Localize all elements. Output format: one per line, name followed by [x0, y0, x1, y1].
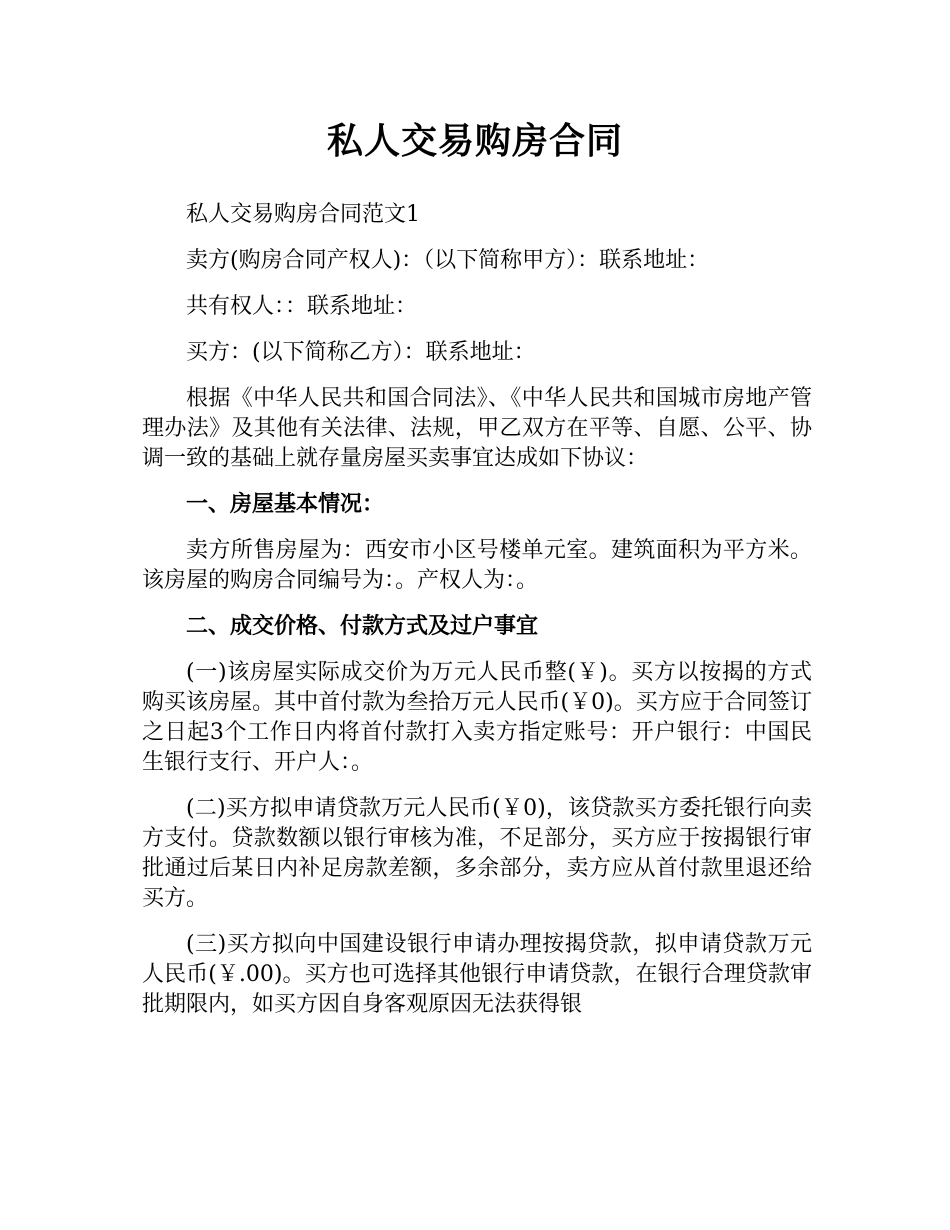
paragraph-buyer: 买方：(以下简称乙方）：联系地址： [186, 340, 536, 365]
paragraph-clause-3: (三)买方拟向中国建设银行申请办理按揭贷款，拟申请贷款万元人民币(￥.00)。买方也可选择其他银行申请贷款，在银行合理贷款审批期限内，如买方因自身客观原因无法获得银 [142, 932, 812, 1017]
paragraph-co-owner: 共有权人：：联系地址： [186, 294, 418, 319]
paragraph-property-info: 卖方所售房屋为：西安市小区号楼单元室。建筑面积为平方米。该房屋的购房合同编号为：。产权人为：。 [142, 538, 812, 593]
page-title: 私人交易购房合同 [326, 121, 623, 162]
paragraph-subtitle: 私人交易购房合同范文1 [186, 202, 420, 227]
document-body [142, 200, 812, 1036]
paragraph-clause-1: (一)该房屋实际成交价为万元人民币整(￥)。买方以按揭的方式购买该房屋。其中首付款为叁拾万元人民币(￥0)。买方应于合同签订之日起3个工作日内将首付款打入卖方指定账号：开户银行：中国民生银行支行、开户人：。 [142, 660, 812, 775]
paragraph-seller: 卖方(购房合同产权人)：（以下简称甲方）：联系地址： [186, 248, 710, 273]
paragraph-preamble: 根据《中华人民共和国合同法》、《中华人民共和国城市房地产管理办法》及其他有关法律、法规，甲乙双方在平等、自愿、公平、协调一致的基础上就存量房屋买卖事宜达成如下协议： [142, 386, 812, 471]
section-heading-property: 一、房屋基本情况： [186, 492, 385, 517]
paragraph-clause-2: (二)买方拟申请贷款万元人民币(￥0)，该贷款买方委托银行向卖方支付。贷款数额以银行审核为准，不足部分，买方应于按揭银行审批通过后某日内补足房款差额，多余部分，卖方应从首付款里退还给买方。 [142, 796, 812, 911]
section-heading-price: 二、成交价格、付款方式及过户事宜 [186, 614, 539, 639]
